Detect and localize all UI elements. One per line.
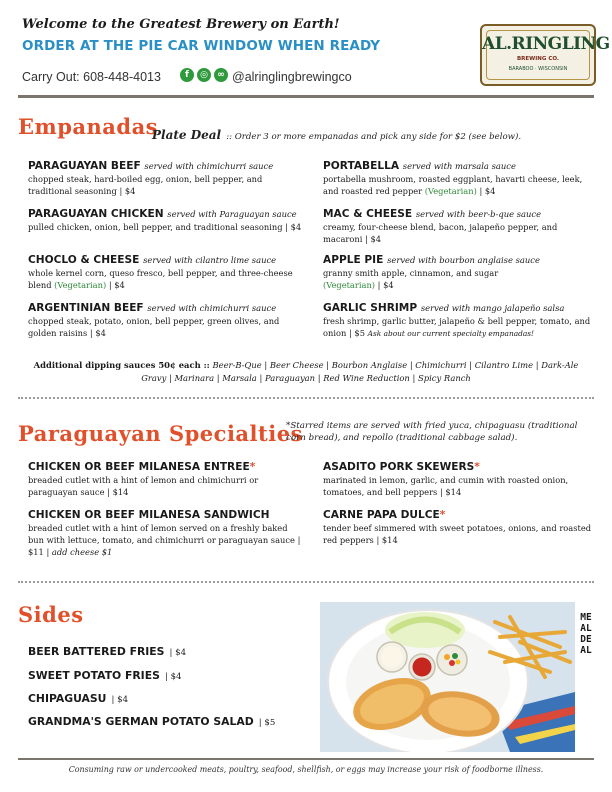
item-price: | $14 <box>376 535 398 545</box>
side-item <box>28 710 275 729</box>
item-serve: served with chimichurri sauce <box>147 303 277 313</box>
instagram-icon[interactable]: ◎ <box>197 68 211 82</box>
side-name: BEER BATTERED FRIES <box>28 645 165 658</box>
side-name: SWEET POTATO FRIES <box>28 669 160 682</box>
tripadvisor-icon[interactable]: ∞ <box>214 68 228 82</box>
welcome-tagline: Welcome to the Greatest Brewery on Earth! <box>22 17 340 32</box>
item-name: CHICKEN OR BEEF MILANESA SANDWICH <box>28 509 270 521</box>
social-handle: @alringlingbrewingco <box>232 70 352 84</box>
plate-deal-note: :: Order 3 or more empanadas and pick any side for $2 (see below). <box>226 132 522 142</box>
item-desc: whole kernel corn, queso fresco, bell pepper, and three-cheese blend <box>28 268 293 290</box>
item-desc: marinated in lemon, garlic, and cumin with roasted onion, tomatoes, and bell peppers <box>323 475 569 497</box>
item-price: | $4 <box>108 280 125 290</box>
section-divider <box>18 581 594 583</box>
item-name: CARNE PAPA DULCE <box>323 509 440 521</box>
item-desc: creamy, four-cheese blend, bacon, jalapeño pepper, and macaroni <box>323 222 558 244</box>
side-item <box>28 687 128 706</box>
item-name: APPLE PIE <box>323 254 384 266</box>
item-name: CHOCLO & CHEESE <box>28 254 140 266</box>
vegetarian-tag: (Vegetarian) <box>54 280 107 290</box>
item-desc: breaded cutlet with a hint of lemon and chimichurri or paraguayan sauce <box>28 475 259 497</box>
item-price: | $4 <box>119 186 136 196</box>
side-price: | $5 <box>258 718 276 728</box>
meal-deal-label: MEAL DEAL <box>580 612 592 656</box>
logo-subtitle: BREWING CO. <box>516 56 559 62</box>
item-serve: served with Paraguayan sauce <box>167 209 297 219</box>
item-name: PARAGUAYAN CHICKEN <box>28 208 164 220</box>
item-name: ASADITO PORK SKEWERS <box>323 461 475 473</box>
side-name: GRANDMA'S GERMAN POTATO SALAD <box>28 715 254 728</box>
item-price: | $14 <box>107 487 129 497</box>
menu-item <box>323 302 599 340</box>
vegetarian-tag: (Vegetarian) <box>323 280 376 290</box>
brewery-logo <box>480 24 610 86</box>
item-name: PARAGUAYAN BEEF <box>28 160 141 172</box>
item-price: | $5 <box>348 328 365 338</box>
meal-photo-illustration <box>320 602 575 752</box>
item-name: MAC & CHEESE <box>323 208 413 220</box>
side-item <box>28 664 182 683</box>
item-serve: served with beer-b-que sauce <box>415 209 542 219</box>
item-desc: portabella mushroom, roasted eggplant, havarti cheese, leek, and roasted red pepper <box>323 174 583 196</box>
vegetarian-tag: (Vegetarian) <box>424 186 477 196</box>
item-price: | $11 | <box>28 535 301 557</box>
specialty-note: Ask about our current specialty empanadas! <box>367 329 535 338</box>
meal-deal-photo <box>320 602 575 752</box>
item-price: | $4 <box>479 186 496 196</box>
logo-location: BARABOO · WISCONSIN <box>508 66 568 72</box>
menu-item <box>28 160 304 197</box>
menu-item <box>323 208 599 245</box>
carry-out-phone: Carry Out: 608-448-4013 <box>22 70 161 84</box>
item-name: CHICKEN OR BEEF MILANESA ENTREE <box>28 461 250 473</box>
food-safety-disclaimer: Consuming raw or undercooked meats, poultry, seafood, shellfish, or eggs may increase your risk of foodborne illness. <box>68 765 544 774</box>
menu-item <box>323 160 599 197</box>
star-marker: * <box>474 461 480 473</box>
sauces-label: Additional dipping sauces 50¢ each :: <box>33 360 210 370</box>
item-name: ARGENTINIAN BEEF <box>28 302 144 314</box>
item-desc: tender beef simmered with sweet potatoes, onions, and roasted red peppers <box>323 523 592 545</box>
menu-item <box>28 208 304 233</box>
item-name: GARLIC SHRIMP <box>323 302 418 314</box>
menu-item <box>323 254 599 291</box>
side-item <box>28 640 186 659</box>
item-desc: granny smith apple, cinnamon, and sugar <box>323 268 499 278</box>
empanadas-title: Empanadas <box>18 114 159 139</box>
menu-item <box>28 302 304 339</box>
dipping-sauces <box>28 359 584 385</box>
section-divider <box>18 397 594 399</box>
star-marker: * <box>249 461 256 473</box>
side-price: | $4 <box>169 648 187 658</box>
item-serve: served with cilantro lime sauce <box>143 255 277 265</box>
menu-item <box>323 461 599 498</box>
side-name: CHIPAGUASU <box>28 692 107 705</box>
side-price: | $4 <box>111 695 129 705</box>
item-serve: served with mango jalapeño salsa <box>420 303 565 313</box>
menu-item <box>28 461 304 498</box>
plate-deal <box>152 124 521 143</box>
item-serve: served with chimichurri sauce <box>144 161 274 171</box>
sauces-list: Beer-B-Que | Beer Cheese | Bourbon Anglaise | Chimichurri | Cilantro Lime | Dark-Ale Gravy | Marinara | Marsala | Paraguayan | Red Wine Reduction | Spicy Ranch <box>141 360 579 383</box>
facebook-icon[interactable]: f <box>180 68 194 82</box>
header-divider <box>18 95 594 98</box>
item-price: | $4 <box>377 280 394 290</box>
footer-divider <box>18 758 594 760</box>
item-price: | $4 <box>89 328 106 338</box>
menu-item <box>28 254 304 291</box>
item-serve: served with bourbon anglaise sauce <box>387 255 540 265</box>
plate-deal-label: Plate Deal <box>152 128 222 142</box>
order-instructions: ORDER AT THE PIE CAR WINDOW WHEN READY <box>22 38 381 54</box>
social-icons <box>180 68 228 82</box>
specialties-title: Paraguayan Specialties <box>18 421 303 446</box>
item-desc: chopped steak, hard-boiled egg, onion, bell pepper, and traditional seasoning <box>28 174 263 196</box>
logo-wordmark: AL.RINGLING <box>482 34 610 54</box>
starred-items-note: *Starred items are served with fried yuca, chipaguasu (traditional corn bread), and repollo (traditional cabbage salad). <box>286 421 578 443</box>
menu-item <box>323 509 599 546</box>
item-serve: served with marsala sauce <box>402 161 516 171</box>
item-desc: breaded cutlet with a hint of lemon served on a freshly baked bun with lettuce, tomato, and chimichurri or paraguayan sauce <box>28 523 295 545</box>
sides-title: Sides <box>18 602 84 627</box>
item-price: | $4 <box>285 222 302 232</box>
item-price: | $14 <box>439 487 462 497</box>
item-name: PORTABELLA <box>323 160 400 172</box>
add-cheese-note: add cheese $1 <box>51 547 113 557</box>
item-desc: fresh shrimp, garlic butter, jalapeño & bell pepper, tomato, and onion <box>323 316 591 338</box>
star-marker: * <box>439 509 446 521</box>
menu-item <box>28 509 304 558</box>
item-desc: chopped steak, potato, onion, bell pepper, green olives, and golden raisins <box>28 316 280 338</box>
item-desc: pulled chicken, onion, bell pepper, and traditional seasoning <box>28 222 283 232</box>
side-price: | $4 <box>164 672 182 682</box>
item-price: | $4 <box>365 234 382 244</box>
